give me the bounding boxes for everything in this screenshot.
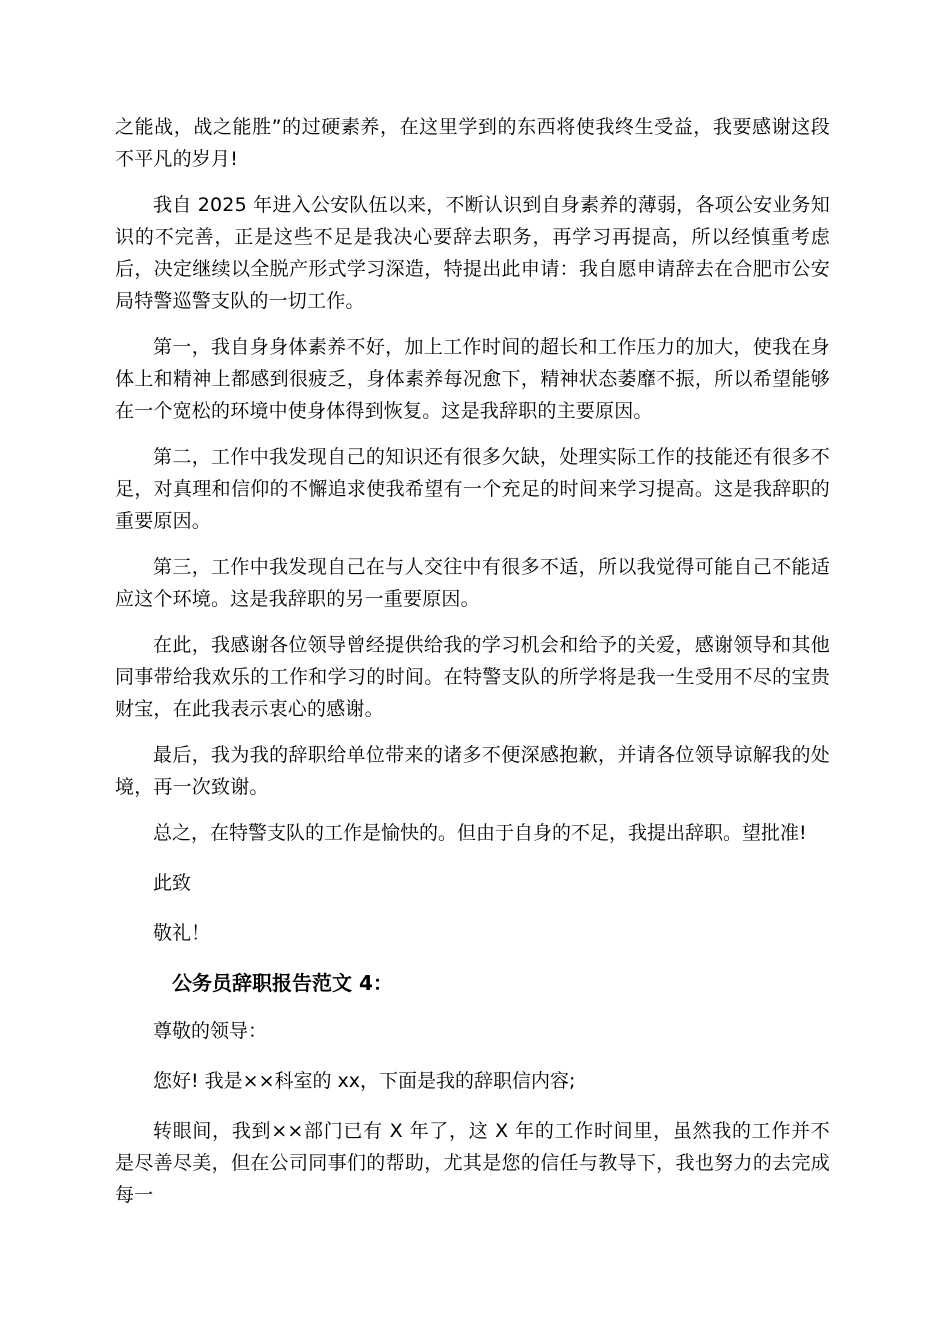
document-body xyxy=(115,111,830,1225)
closing-cizhi: 此致 xyxy=(153,872,192,894)
section-heading: 公务员辞职报告范文 4： xyxy=(172,971,393,995)
paragraph-summary: 总之，在特警支队的工作是愉快的。但由于自身的不足，我提出辞职。望批准! xyxy=(153,822,807,844)
paragraph-last: 转眼间，我到××部门已有 X 年了，这 X 年的工作时间里，虽然我的工作并不是尽善尽美，但在公司同事们的帮助，尤其是您的信任与教导下，我也努力的去完成每一 xyxy=(115,1120,830,1206)
salutation: 尊敬的领导： xyxy=(153,1020,268,1042)
paragraph-reason-1: 第一，我自身身体素养不好，加上工作时间的超长和工作压力的加大，使我在身体上和精神上都感到很疲乏，身体素养每况愈下，精神状态萎靡不振，所以希望能够在一个宽松的环境中使身体得到恢复。这是我辞职的主要原因。 xyxy=(115,336,830,422)
paragraph-join-police: 我自 2025 年进入公安队伍以来，不断认识到自身素养的薄弱，各项公安业务知识的不完善，正是这些不足是我决心要辞去职务，再学习再提高，所以经慎重考虑后，决定继续以全脱产形式学习深造，特提出此申请：我自愿申请辞去在合肥市公安局特警巡警支队的一切工作。 xyxy=(115,194,830,312)
closing-jingli: 敬礼！ xyxy=(153,922,211,944)
paragraph-thanks: 在此，我感谢各位领导曾经提供给我的学习机会和给予的关爱，感谢领导和其他同事带给我欢乐的工作和学习的时间。在特警支队的所学将是我一生受用不尽的宝贵财宝，在此我表示衷心的感谢。 xyxy=(115,634,830,720)
paragraph-continuation: 之能战，战之能胜”的过硬素养，在这里学到的东西将使我终生受益，我要感谢这段不平凡的岁月! xyxy=(115,116,830,170)
greeting: 您好! 我是××科室的 xx，下面是我的辞职信内容; xyxy=(153,1070,576,1092)
paragraph-reason-3: 第三，工作中我发现自己在与人交往中有很多不适，所以我觉得可能自己不能适应这个环境。这是我辞职的另一重要原因。 xyxy=(115,556,830,610)
paragraph-apology: 最后，我为我的辞职给单位带来的诸多不便深感抱歉，并请各位领导谅解我的处境，再一次致谢。 xyxy=(115,744,830,798)
paragraph-reason-2: 第二，工作中我发现自己的知识还有很多欠缺，处理实际工作的技能还有很多不足，对真理和信仰的不懈追求使我希望有一个充足的时间来学习提高。这是我辞职的重要原因。 xyxy=(115,446,830,532)
